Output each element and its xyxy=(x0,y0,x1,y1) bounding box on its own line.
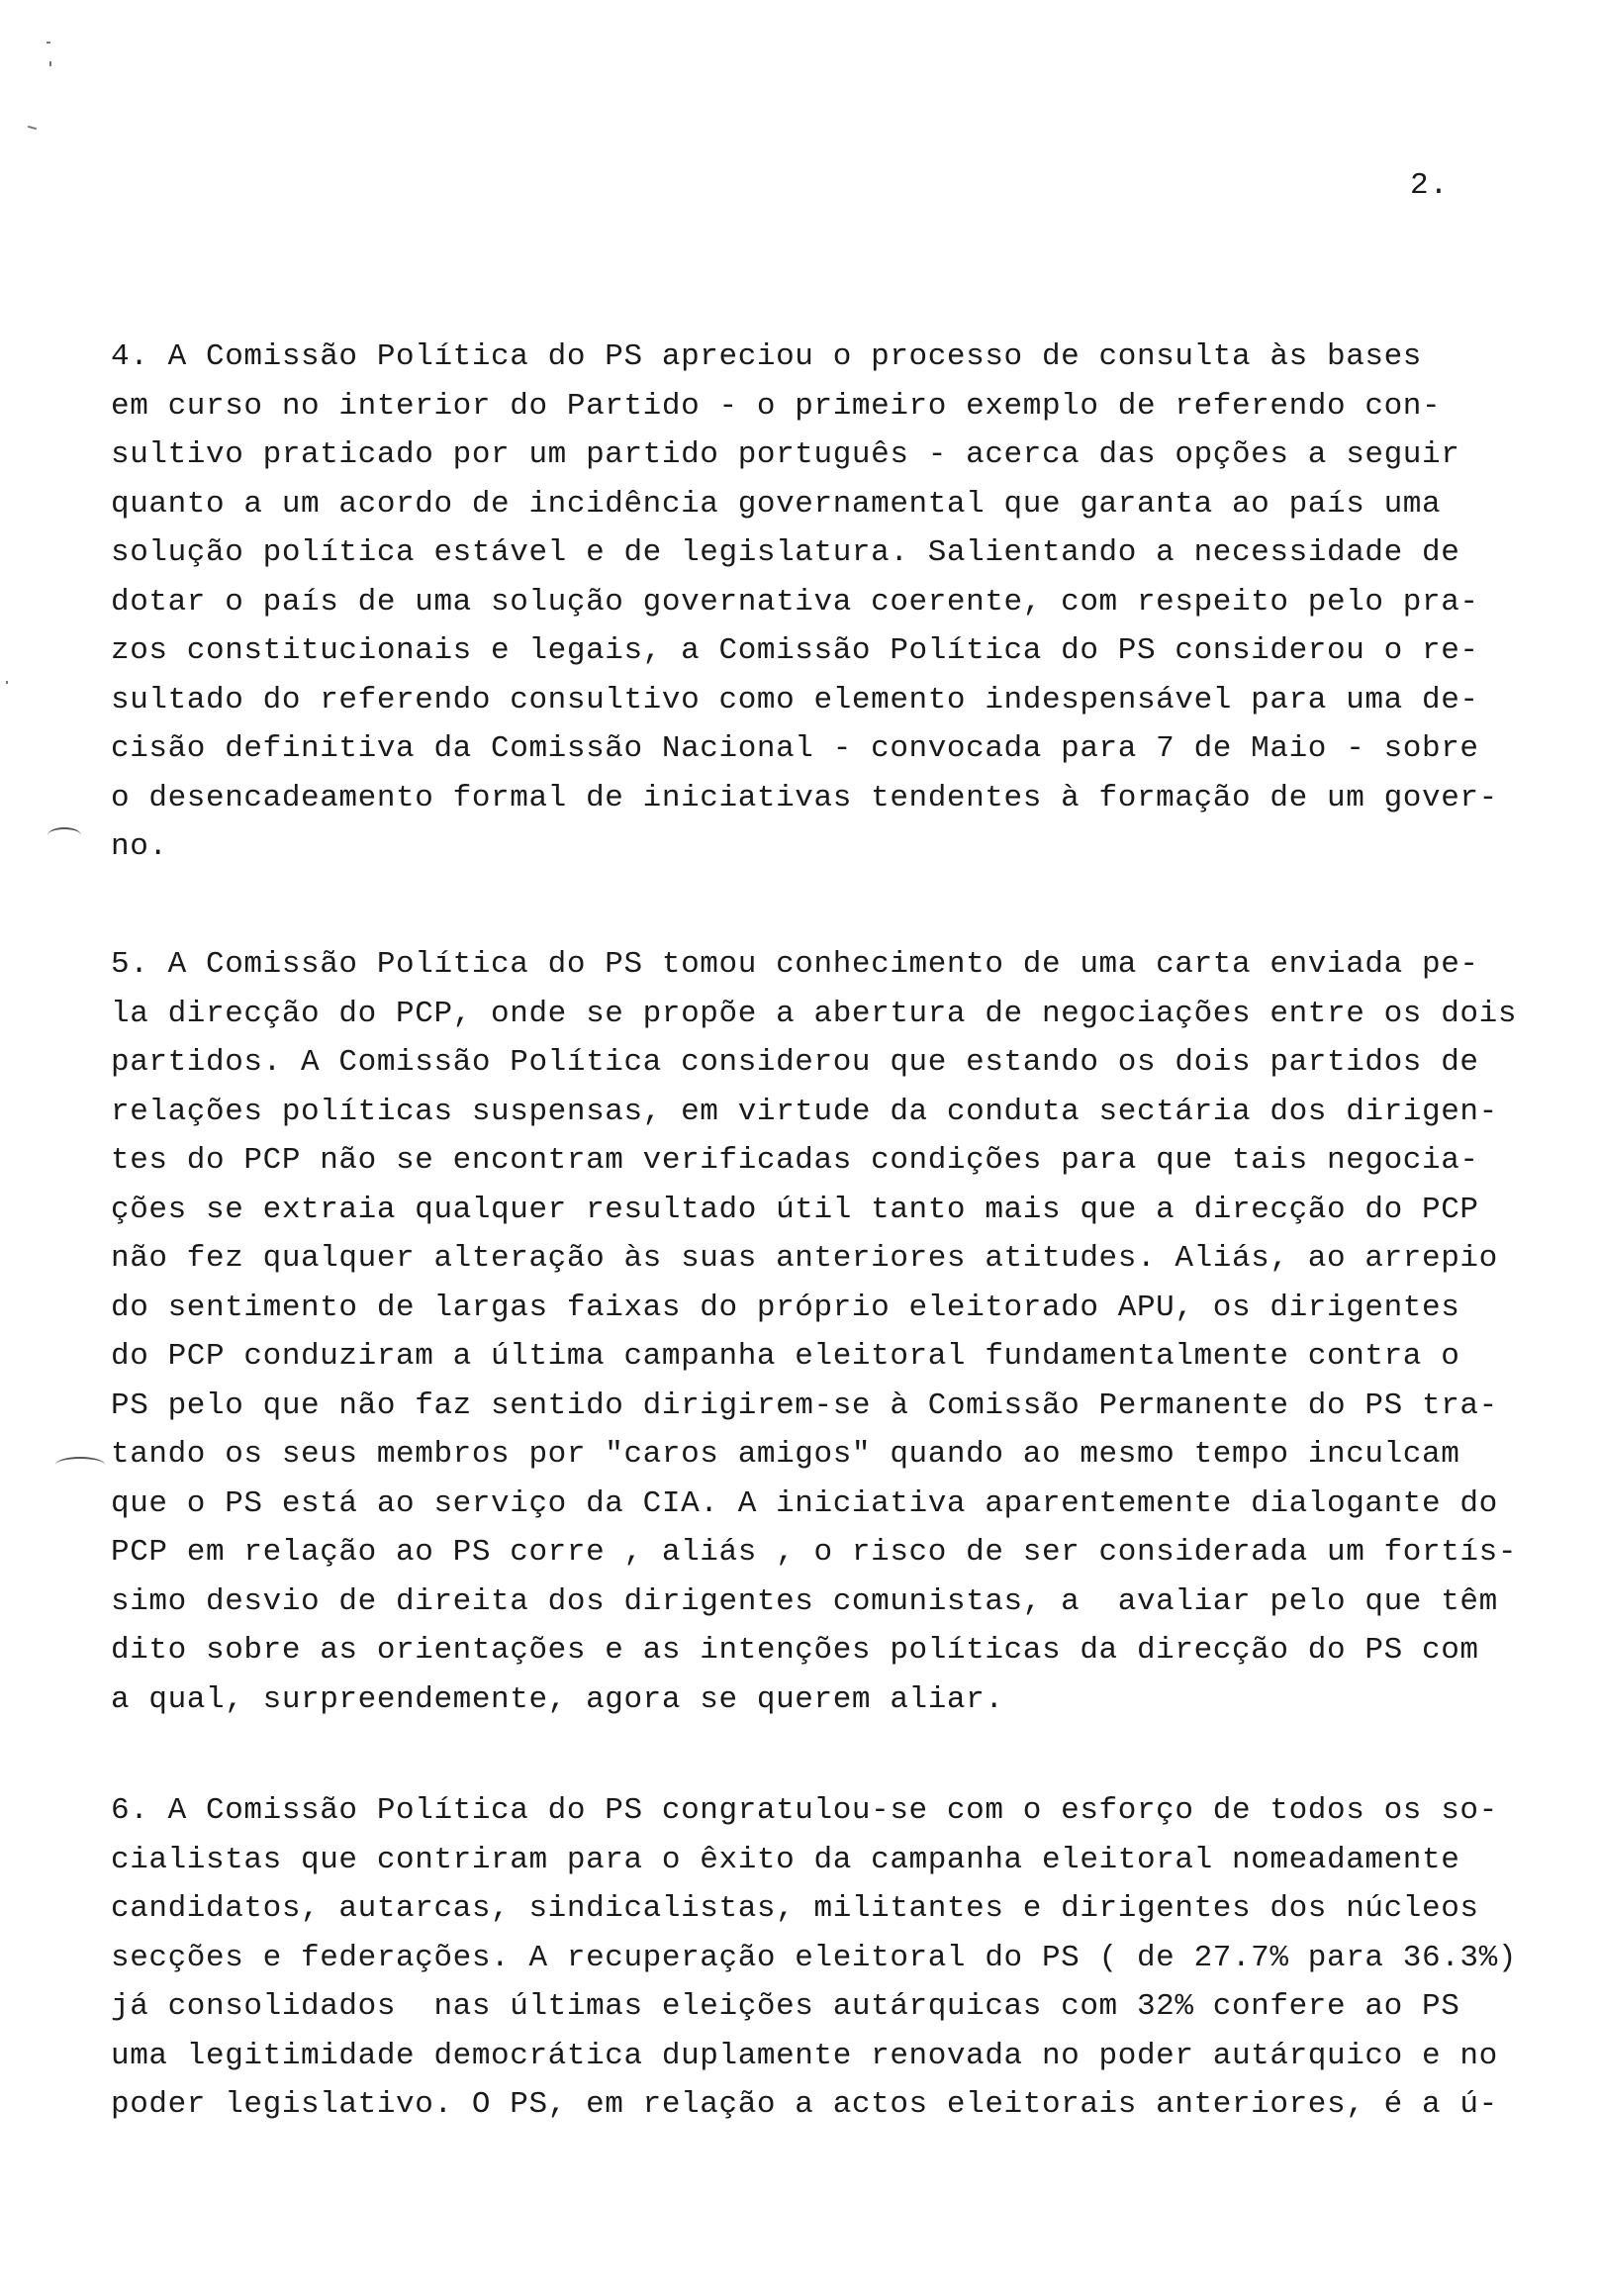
scan-speck xyxy=(49,61,51,66)
paragraph-6 xyxy=(111,1786,1595,2130)
paragraph-4 xyxy=(111,333,1595,872)
margin-mark xyxy=(47,827,81,843)
text-line: o desencadeamento formal de iniciativas tendentes à formação de um gover- xyxy=(111,780,1498,815)
text-line: do sentimento de largas faixas do próprio eleitorado APU, os dirigentes xyxy=(111,1290,1460,1325)
page-number: 2. xyxy=(1410,168,1450,203)
text-line: 6. A Comissão Política do PS congratulou-se com o esforço de todos os so- xyxy=(111,1793,1498,1828)
text-line: que o PS está ao serviço da CIA. A iniciativa aparentemente dialogante do xyxy=(111,1485,1498,1521)
text-line: la direcção do PCP, onde se propõe a abertura de negociações entre os dois xyxy=(111,996,1518,1031)
text-line: partidos. A Comissão Política considerou que estando os dois partidos de xyxy=(111,1045,1479,1080)
text-line: em curso no interior do Partido - o primeiro exemplo de referendo con- xyxy=(111,388,1442,424)
text-line: sultivo praticado por um partido português - acerca das opções a seguir xyxy=(111,437,1460,472)
text-line: relações políticas suspensas, em virtude da conduta sectária dos dirigen- xyxy=(111,1094,1498,1129)
text-line: cialistas que contriram para o êxito da campanha eleitoral nomeadamente xyxy=(111,1842,1460,1877)
text-line: simo desvio de direita dos dirigentes comunistas, a avaliar pelo que têm xyxy=(111,1583,1498,1619)
scan-speck xyxy=(28,126,37,130)
text-line: poder legislativo. O PS, em relação a actos eleitorais anteriores, é a ú- xyxy=(111,2087,1498,2122)
text-line: sultado do referendo consultivo como elemento indespensável para uma de- xyxy=(111,682,1479,718)
text-line: zos constitucionais e legais, a Comissão Política do PS considerou o re- xyxy=(111,633,1479,668)
scan-speck xyxy=(47,42,50,44)
scan-speck xyxy=(6,681,8,684)
text-line: 4. A Comissão Política do PS apreciou o processo de consulta às bases xyxy=(111,339,1423,374)
margin-mark xyxy=(55,1457,105,1473)
text-line: tes do PCP não se encontram verificadas condições para que tais negocia- xyxy=(111,1143,1479,1178)
text-line: dito sobre as orientações e as intenções políticas da direcção do PS com xyxy=(111,1633,1479,1668)
text-line: já consolidados nas últimas eleições autárquicas com 32% confere ao PS xyxy=(111,1989,1460,2024)
text-line: cisão definitiva da Comissão Nacional - convocada para 7 de Maio - sobre xyxy=(111,731,1479,766)
text-line: PS pelo que não faz sentido dirigirem-se à Comissão Permanente do PS tra- xyxy=(111,1387,1498,1423)
text-line: dotar o país de uma solução governativa coerente, com respeito pelo pra- xyxy=(111,584,1479,620)
text-line: do PCP conduziram a última campanha eleitoral fundamentalmente contra o xyxy=(111,1339,1460,1374)
text-line: não fez qualquer alteração às suas anteriores atitudes. Aliás, ao arrepio xyxy=(111,1241,1498,1276)
text-line: uma legitimidade democrática duplamente renovada no poder autárquico e no xyxy=(111,2038,1498,2073)
text-line: a qual, surpreendemente, agora se querem aliar. xyxy=(111,1681,1004,1717)
text-line: no. xyxy=(111,829,168,864)
text-line: ções se extraia qualquer resultado útil tanto mais que a direcção do PCP xyxy=(111,1192,1479,1227)
paragraph-5 xyxy=(111,940,1595,1724)
text-line: 5. A Comissão Política do PS tomou conhecimento de uma carta enviada pe- xyxy=(111,947,1479,982)
text-line: solução política estável e de legislatura. Salientando a necessidade de xyxy=(111,535,1460,570)
text-line: secções e federações. A recuperação eleitoral do PS ( de 27.7% para 36.3%) xyxy=(111,1940,1518,1975)
text-line: PCP em relação ao PS corre , aliás , o risco de ser considerada um fortís- xyxy=(111,1535,1518,1570)
text-line: tando os seus membros por "caros amigos" quando ao mesmo tempo inculcam xyxy=(111,1437,1460,1472)
text-line: candidatos, autarcas, sindicalistas, militantes e dirigentes dos núcleos xyxy=(111,1891,1479,1926)
text-line: quanto a um acordo de incidência governamental que garanta ao país uma xyxy=(111,486,1442,522)
